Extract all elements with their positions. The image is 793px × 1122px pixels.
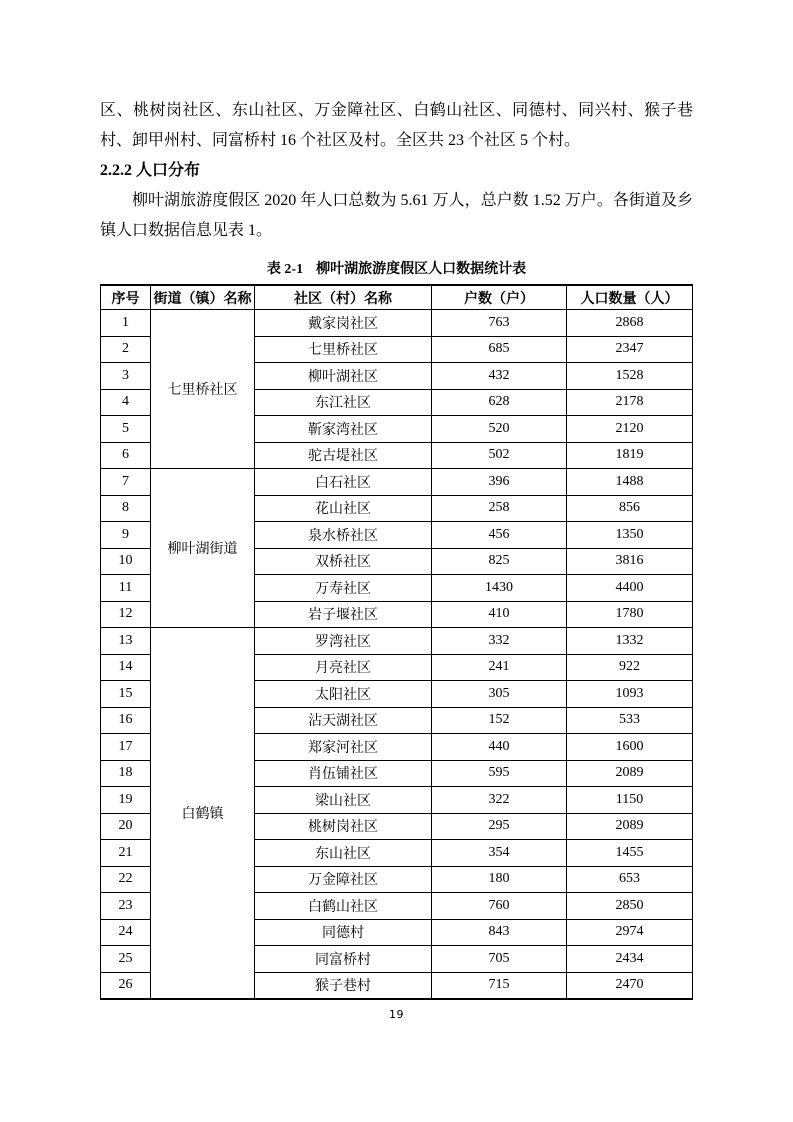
paragraph-continuation: 区、桃树岗社区、东山社区、万金障社区、白鹤山社区、同德村、同兴村、猴子巷村、卸甲州村、同富桥村 16 个社区及村。全区共 23 个社区 5 个村。 [100,102,693,149]
cell-households: 843 [432,919,567,946]
cell-seq: 23 [101,893,151,920]
cell-population: 1150 [567,787,693,814]
table-title-label: 表 2-1 [266,262,304,277]
cell-community: 郑家河社区 [255,734,432,761]
header-cell-population: 人口数量（人） [567,285,693,310]
cell-seq: 7 [101,469,151,496]
cell-population: 1528 [567,363,693,390]
cell-seq: 8 [101,495,151,522]
cell-population: 2178 [567,389,693,416]
cell-households: 502 [432,442,567,469]
paragraph-population: 柳叶湖旅游度假区 2020 年人口总数为 5.61 万人，总户数 1.52 万户。各街道及乡镇人口数据信息见表 1。 [100,192,693,239]
population-table [100,284,693,1000]
cell-households: 456 [432,522,567,549]
cell-households: 152 [432,707,567,734]
page-content [100,96,693,1000]
header-cell-community: 社区（村）名称 [255,285,432,310]
cell-seq: 24 [101,919,151,946]
cell-population: 2347 [567,336,693,363]
cell-community: 同富桥村 [255,946,432,973]
cell-households: 305 [432,681,567,708]
cell-community: 太阳社区 [255,681,432,708]
cell-seq: 9 [101,522,151,549]
cell-seq: 19 [101,787,151,814]
cell-community: 万寿社区 [255,575,432,602]
cell-population: 1600 [567,734,693,761]
table-title-text: 柳叶湖旅游度假区人口数据统计表 [316,262,527,277]
cell-community: 靳家湾社区 [255,416,432,443]
cell-population: 1455 [567,840,693,867]
cell-seq: 26 [101,972,151,999]
cell-community: 梁山社区 [255,787,432,814]
cell-households: 763 [432,310,567,337]
cell-households: 705 [432,946,567,973]
cell-seq: 11 [101,575,151,602]
cell-households: 354 [432,840,567,867]
cell-community: 同德村 [255,919,432,946]
cell-seq: 2 [101,336,151,363]
cell-seq: 20 [101,813,151,840]
cell-population: 1350 [567,522,693,549]
cell-population: 1819 [567,442,693,469]
header-cell-street: 街道（镇）名称 [151,285,255,310]
cell-seq: 17 [101,734,151,761]
cell-households: 760 [432,893,567,920]
cell-population: 2120 [567,416,693,443]
cell-households: 332 [432,628,567,655]
cell-seq: 3 [101,363,151,390]
cell-households: 396 [432,469,567,496]
cell-population: 2434 [567,946,693,973]
table-row [101,310,693,337]
cell-community: 沾天湖社区 [255,707,432,734]
cell-households: 440 [432,734,567,761]
cell-community: 东江社区 [255,389,432,416]
cell-seq: 5 [101,416,151,443]
cell-population: 2974 [567,919,693,946]
cell-households: 520 [432,416,567,443]
cell-households: 595 [432,760,567,787]
cell-community: 双桥社区 [255,548,432,575]
cell-population: 922 [567,654,693,681]
cell-community: 柳叶湖社区 [255,363,432,390]
cell-population: 3816 [567,548,693,575]
cell-population: 4400 [567,575,693,602]
cell-street-name: 白鹤镇 [151,628,255,1000]
table-row [101,469,693,496]
page-number: 19 [389,1008,404,1021]
cell-seq: 21 [101,840,151,867]
cell-population: 1488 [567,469,693,496]
cell-community: 七里桥社区 [255,336,432,363]
cell-seq: 18 [101,760,151,787]
table-title [100,260,693,280]
cell-households: 685 [432,336,567,363]
cell-community: 猴子巷村 [255,972,432,999]
cell-community: 罗湾社区 [255,628,432,655]
cell-seq: 4 [101,389,151,416]
cell-households: 1430 [432,575,567,602]
cell-households: 180 [432,866,567,893]
cell-community: 肖伍铺社区 [255,760,432,787]
cell-population: 1780 [567,601,693,628]
cell-population: 533 [567,707,693,734]
cell-seq: 10 [101,548,151,575]
cell-households: 432 [432,363,567,390]
cell-population: 2089 [567,813,693,840]
table-row [101,628,693,655]
cell-community: 白石社区 [255,469,432,496]
cell-community: 白鹤山社区 [255,893,432,920]
table-header-row [101,285,693,310]
cell-community: 岩子堰社区 [255,601,432,628]
cell-population: 2850 [567,893,693,920]
cell-households: 241 [432,654,567,681]
cell-population: 1332 [567,628,693,655]
cell-community: 桃树岗社区 [255,813,432,840]
cell-seq: 15 [101,681,151,708]
cell-community: 泉水桥社区 [255,522,432,549]
cell-households: 715 [432,972,567,999]
cell-seq: 25 [101,946,151,973]
cell-seq: 14 [101,654,151,681]
cell-households: 322 [432,787,567,814]
cell-households: 628 [432,389,567,416]
cell-seq: 22 [101,866,151,893]
header-cell-seq: 序号 [101,285,151,310]
cell-seq: 1 [101,310,151,337]
cell-population: 653 [567,866,693,893]
cell-households: 258 [432,495,567,522]
cell-population: 2868 [567,310,693,337]
cell-seq: 13 [101,628,151,655]
cell-community: 东山社区 [255,840,432,867]
cell-seq: 16 [101,707,151,734]
cell-households: 295 [432,813,567,840]
cell-street-name: 柳叶湖街道 [151,469,255,628]
section-heading: 2.2.2 人口分布 [100,162,201,179]
cell-community: 月亮社区 [255,654,432,681]
cell-population: 2089 [567,760,693,787]
cell-community: 花山社区 [255,495,432,522]
cell-seq: 6 [101,442,151,469]
cell-community: 万金障社区 [255,866,432,893]
cell-community: 戴家岗社区 [255,310,432,337]
cell-households: 825 [432,548,567,575]
cell-population: 2470 [567,972,693,999]
cell-population: 1093 [567,681,693,708]
cell-community: 驼古堤社区 [255,442,432,469]
cell-seq: 12 [101,601,151,628]
header-cell-households: 户数（户） [432,285,567,310]
cell-street-name: 七里桥社区 [151,310,255,469]
cell-households: 410 [432,601,567,628]
population-table-body [101,310,693,1000]
cell-population: 856 [567,495,693,522]
